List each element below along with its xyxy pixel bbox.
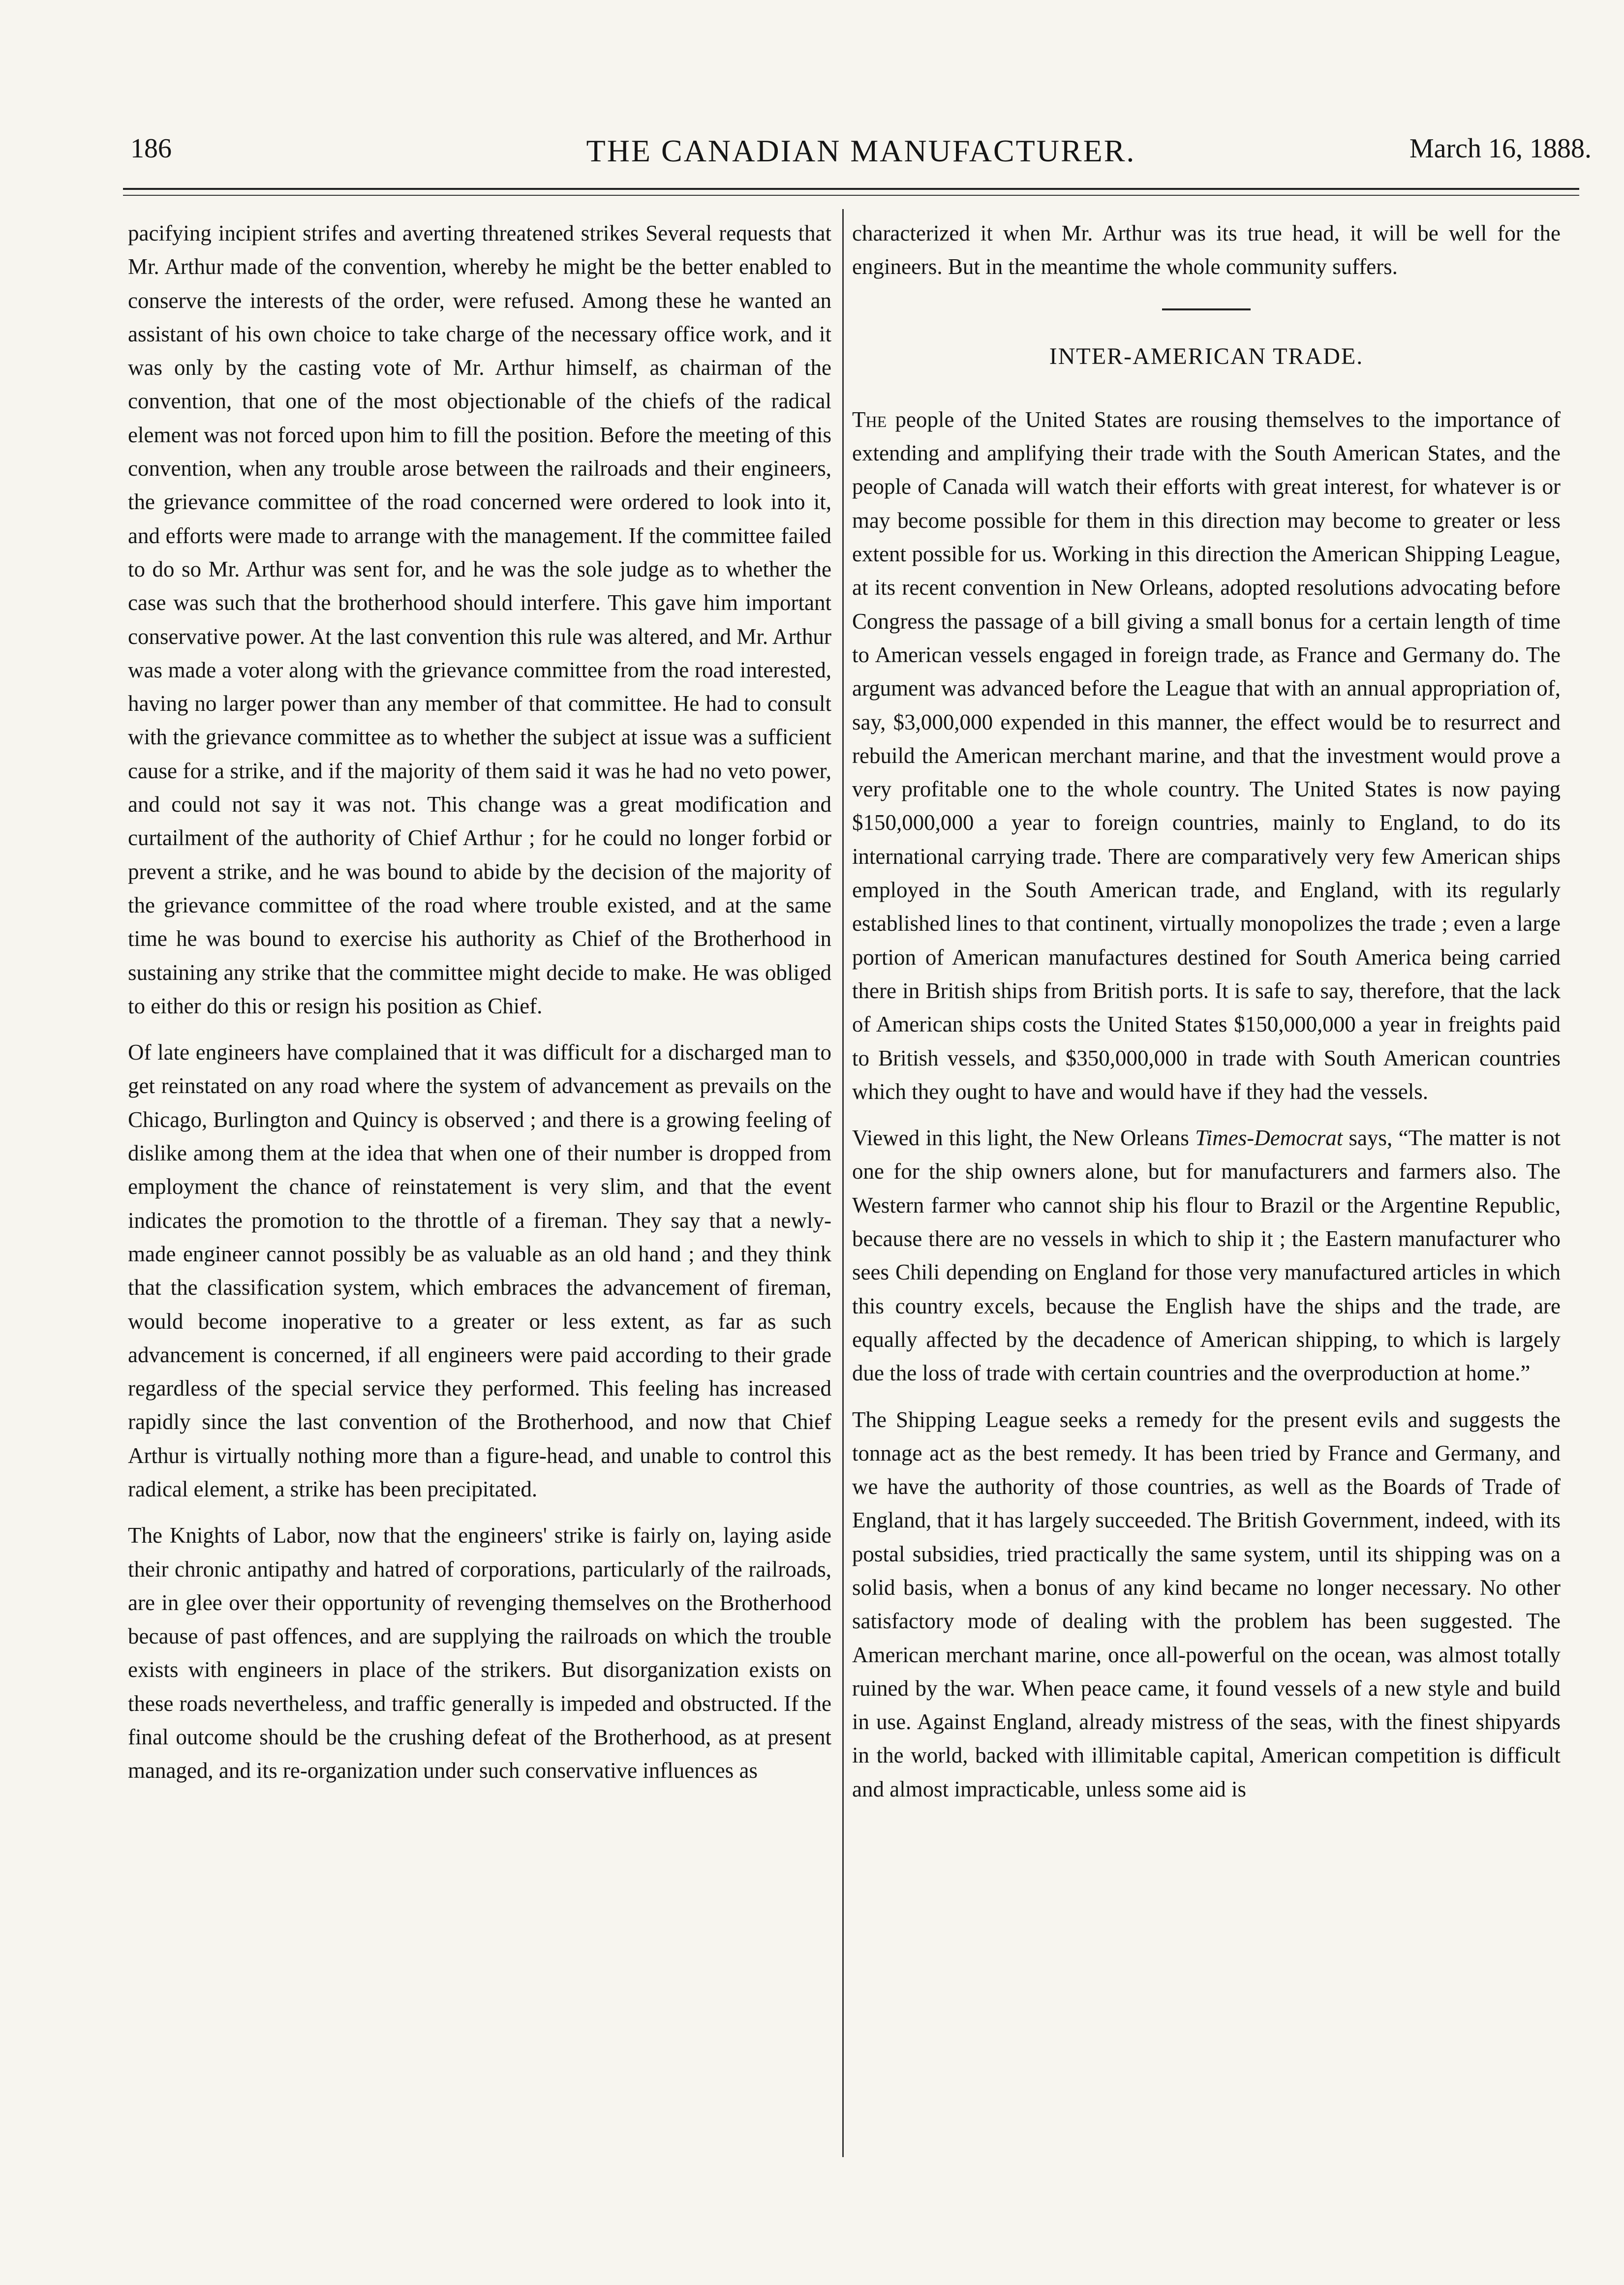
header-rule	[123, 188, 1579, 190]
quote-intro: Viewed in this light, the New Orleans	[852, 1126, 1195, 1151]
left-paragraph-2: Of late engineers have complained that it was difficult for a discharged man to get reinstated on any road where the system of advancement as prevails on the Chicago, Burlington and Quincy is observed ; and there is a growing feeling of dislike among them at the idea that when one of their number is dropped from employment the chance of reinstatement is very slim, and that the event indicates the promotion to the throttle of a fireman. They say that a newly-made engineer cannot possibly be as valuable as an old hand ; and they think that the classification system, which embraces the advancement of fireman, would become inoperative to a greater or less extent, as far as such advancement is concerned, if all engineers were paid according to their grade regardless of the special service they performed. This feeling has increased rapidly since the last convention of the Brotherhood, and now that Chief Arthur is virtually nothing more than a figure-head, and unable to control this radical element, a strike has been precipitated.	[128, 1040, 831, 1501]
right-paragraph-2-body: people of the United States are rousing themselves to the importance of extending and amplifying their trade with the South American States, and the people of Canada will watch their efforts with great interest, for whatever is or may become possible for them in this direction may become to greater or less extent possible for us. Working in this direction the American Shipping League, at its recent convention in New Orleans, adopted resolutions advocating before Congress the passage of a bill giving a small bonus for a certain length of time to American vessels engaged in foreign trade, as France and Germany do. The argument was advanced before the League that with an annual appropriation of, say, $3,000,000 expended in this manner, the effect would be to resurrect and rebuild the American merchant marine, and that the investment would prove a very profitable one to the whole country. The United States is now paying $150,000,000 a year to foreign countries, mainly to England, to do its international carrying trade. There are comparatively very few American ships employed in the South American trade, and England, with its regularly established lines to that continent, virtually monopolizes the trade ; even a large portion of American manufactures destined for South America being carried there in British ships from British ports. It is safe to say, therefore, that the lack of American ships costs the United States $150,000,000 a year in freights paid to British vessels, and $350,000,000 in trade with South American countries which they ought to have and would have if they had the vessels.	[852, 407, 1561, 1104]
newspaper-name: Times-Democrat	[1195, 1126, 1343, 1151]
left-paragraph-1: pacifying incipient strifes and averting threatened strikes Several requests that Mr. Arthur made of the convention, whereby he might be the better enabled to conserve the interests of the order, were refused. Among these he wanted an assistant of his own choice to take charge of the necessary office work, and it was only by the casting vote of Mr. Arthur himself, as chairman of the convention, that one of the most objectionable of the chiefs of the radical element was not forced upon him to fill the position. Before the meeting of this convention, when any trouble arose between the railroads and their engineers, the grievance committee of the road concerned were ordered to look into it, and efforts were made to arrange with the management. If the committee failed to do so Mr. Arthur was sent for, and he was the sole judge as to whether the case was such that the brotherhood should interfere. This gave him important conservative power. At the last convention this rule was altered, and Mr. Arthur was made a voter along with the grievance committee from the road interested, having no larger power than any member of that committee. He had to consult with the grievance committee as to whether the subject at issue was a sufficient cause for a strike, and if the majority of them said it was he had no veto power, and could not say it was not. This change was a great modification and curtailment of the authority of Chief Arthur ; for he could no longer forbid or prevent a strike, and he was bound to abide by the decision of the majority of the grievance committee of the road where trouble existed, and at the same time he was bound to exercise his authority as Chief of the Brotherhood in sustaining any strike that the committee might decide to make. He was obliged to either do this or resign his position as Chief.	[128, 221, 831, 1018]
left-paragraph-3: The Knights of Labor, now that the engineers' strike is fairly on, laying aside their chronic antipathy and hatred of corporations, particularly of the railroads, are in glee over their opportunity of revenging themselves on the Brotherhood because of past offences, and are supplying the railroads on which the trouble exists with engineers in place of the strikers. But disorganization exists on these roads nevertheless, and traffic generally is impeded and obstructed. If the final outcome should be the crushing defeat of the Brotherhood, as at present managed, and its re-organization under such conservative influences as	[128, 1523, 831, 1783]
right-paragraph-3	[852, 1121, 1561, 1390]
publication-title: THE CANADIAN MANUFACTURER.	[586, 133, 1136, 168]
left-column	[128, 216, 831, 1788]
right-paragraph-4: The Shipping League seeks a remedy for the present evils and suggests the tonnage act as the best remedy. It has been tried by France and Germany, and we have the authority of those countries, as well as the Boards of Trade of England, that it has largely succeeded. The British Government, indeed, with its postal subsidies, tried practically the same system, until its shipping was on a solid basis, when a bonus of any kind became no longer necessary. No other satisfactory mode of dealing with the problem has been suggested. The American merchant marine, once all-powerful on the ocean, was almost totally ruined by the war. When peace came, it found vessels of a new style and build in use. Against England, already mistress of the seas, with the finest shipyards in the world, backed with illimitable capital, American competition is difficult and almost impracticable, unless some aid is	[852, 1407, 1561, 1801]
column-divider	[842, 209, 844, 2157]
issue-date: March 16, 1888.	[1409, 133, 1592, 164]
right-paragraph-2	[852, 403, 1561, 1108]
header-rule-thin	[123, 195, 1579, 196]
section-title: INTER-AMERICAN TRADE.	[1049, 343, 1364, 369]
lead-word: The	[852, 407, 887, 432]
right-paragraph-1: characterized it when Mr. Arthur was its true head, it will be well for the engineers. But in the meantime the whole community suffers.	[852, 221, 1561, 279]
page-number: 186	[130, 133, 172, 164]
quote-body: says, “The matter is not one for the ship owners alone, but for manufacturers and farmers also. The Western farmer who cannot ship his flour to Brazil or the Argentine Republic, because there are no vessels in which to ship it ; the Eastern manufacturer who sees Chili depending on England for those very manufactured articles in which this country excels, because the English have the ships and the trade, are equally affected by the decadence of American shipping, to which is largely due the loss of trade with certain countries and the overproduction at home.”	[852, 1126, 1561, 1386]
right-column	[852, 216, 1561, 1806]
section-divider	[1162, 308, 1251, 310]
page-header	[130, 133, 1592, 172]
